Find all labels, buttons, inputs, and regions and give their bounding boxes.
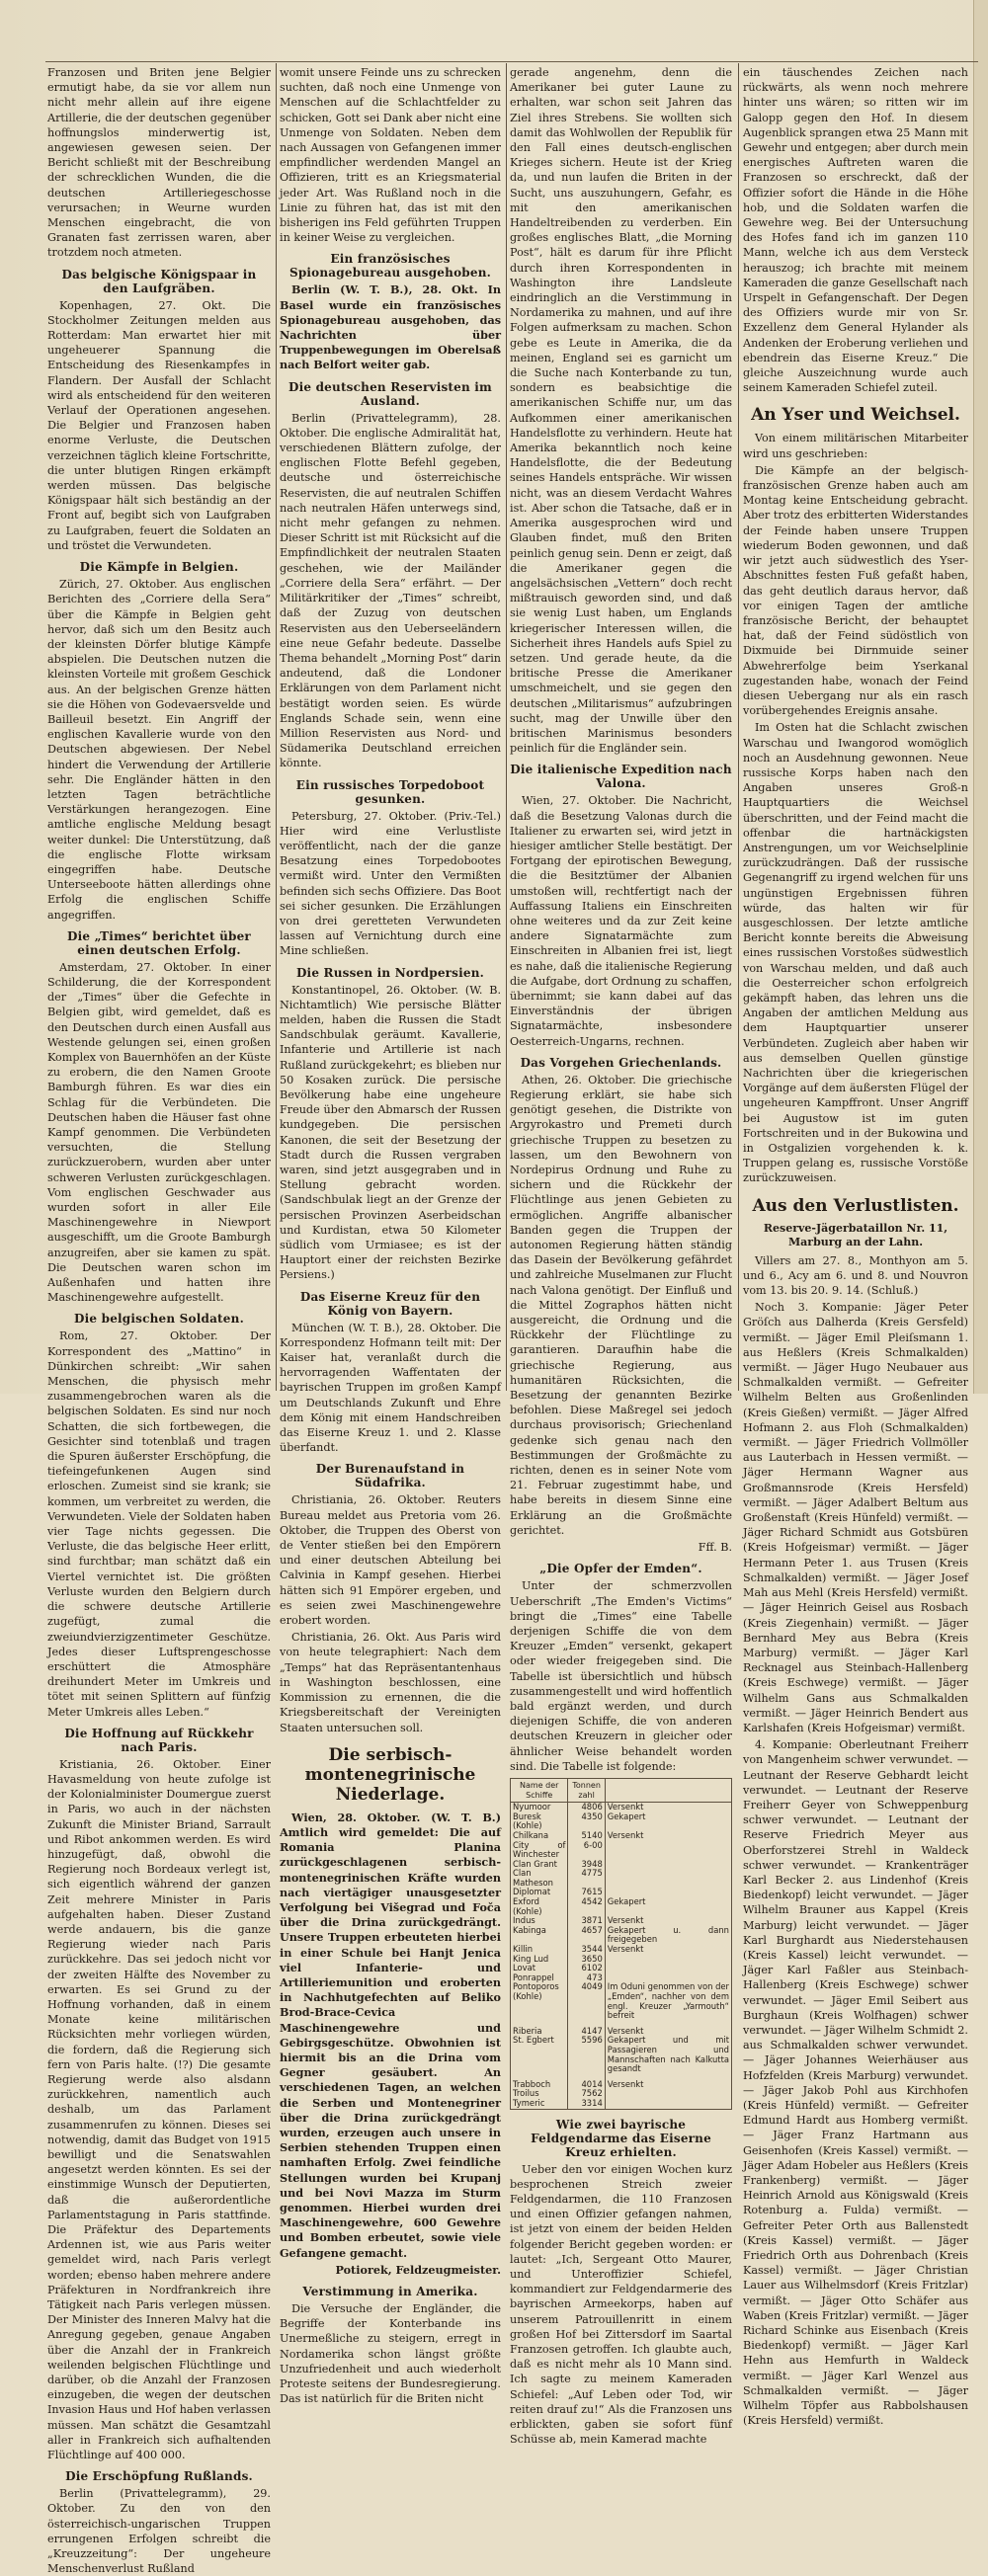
- article-text: womit unsere Feinde uns zu schrecken suchten, daß noch eine Unmenge von Menschen auf die Schlachtfelder zu schicken, Gott sei Dank aber nicht eine Unmenge von Soldaten. Neben dem nach Aussagen von Gefangenen immer empfindlicher werdenden Mangel an Offizieren, tritt es an Kriegsmaterial jeder Art. Was Rußland noch in die Linie zu führen hat, das ist mit den bisherigen ins Feld geführten Truppen in keiner Weise zu vergleichen.: [280, 66, 501, 245]
- ship-rows: [511, 1803, 732, 2109]
- ship-tonnage: 7615: [568, 1888, 605, 1897]
- article-text: Rom, 27. Oktober. Der Korrespondent des „Mattino“ in Dünkirchen schreibt: „Wir sahen Menschen, die physisch mehr zusammengebrochen waren als die belgischen Soldaten. Es sind nur noch Schatten, die sich fortbewegen, die Gesichter sind totenblaß und tragen die Spuren äußerster Erschöpfung, die tiefeingefunkenen Augen sind erloschen. Zumeist sind sie krank; sie kommen, um verbreitet zu werden, die Verwundeten. Viele der Soldaten haben vier Tage nichts gegessen. Die Verluste, die das belgische Heer erlitt, sind furchtbar; man schätzt daß ein Viertel vernichtet ist. Die größten Verluste wurden den Belgiern durch die schwere deutsche Artillerie zugefügt, zumal die zweiundvierzigzentimeter Geschütze. Jedes dieser Luftsprengeschosse erschüttert die Atmosphäre dreihundert Meter im Umkreis und tötet mit seinen Splittern auf fünfzig Meter Umkreis alles Leben.“: [47, 1329, 271, 1719]
- article-text: Christiania, 26. Okt. Aus Paris wird von heute telegraphiert: Nach dem „Temps“ hat das Repräsentantenhaus in Washington beschlossen, eine Kommission zu ernennen, die die Kriegsbereitschaft der Vereinigten Staaten untersuchen soll.: [280, 1631, 501, 1734]
- ship-name: Tymeric: [511, 2099, 568, 2109]
- article-text: ein täuschendes Zeichen nach rückwärts, als wenn noch mehrere hinter uns wären; so ritten wir im Galopp gegen den Hof. In diesem Augenblick sprangen etwa 25 Mann mit Gewehr und entgegen; aber durch mein energisches Auftreten waren die Franzosen so erschreckt, daß der Offizier sofort die Hände in die Höhe hob, und die Soldaten warfen die Gewehre weg. Bei der Untersuchung des Hofes fand ich im ganzen 110 Mann, welche ich aus dem Versteck herauszog; ich brachte mit meinem Kameraden die ganze Gesellschaft nach Urspelt in Gefangenschaft. Der Degen des Offiziers wurde mir von Sr. Exzellenz dem General Hylander als Andenken der Eroberung verliehen und ebendrein das Eiserne Kreuz.“ Die gleiche Auszeichnung wurde auch seinem Kameraden Schiefel zuteil.: [743, 66, 968, 395]
- ship-name: Clan Grant: [511, 1860, 568, 1870]
- article-text: Noch 3. Kompanie: Jäger Peter Gröſch aus Dalherda (Kreis Gersfeld) vermißt. — Jäger Emil Pleiſsmann 1. aus Heßlers (Kreis Schmalkalden) vermißt. — Jäger Hugo Neubauer aus Schmalkalden vermißt. — Gefreiter Wilhelm Belten aus Großenlinden (Kreis Gießen) vermißt. — Jäger Alfred Hofmann 2. aus Floh (Schmalkalden) vermißt. — Jäger Friedrich Vollmöller aus Lauterbach in Hessen vermißt. — Jäger Hermann Wagner aus Großmannsrode (Kreis Hersfeld) vermißt. — Jäger Adalbert Beltum aus Großenstaft (Kreis Hünfeld) vermißt. — Jäger Richard Schmidt aus Gotsbüren (Kreis Hofgeismar) vermißt. — Jäger Hermann Peter 1. aus Trusen (Kreis Schmalkalden) vermißt. — Jäger Josef Mah aus Mehl (Kreis Hersfeld) vermißt. — Jäger Heinrich Geisel aus Rosbach (Kreis Ziegenhain) vermißt. — Jäger Bernhard Mey aus Bebra (Kreis Marburg) vermißt. — Jäger Karl Recknagel aus Steinbach-Hallenberg (Kreis Eschwege) vermißt. — Jäger Wilhelm Gans aus Schmalkalden vermißt. — Jäger Heinrich Bendert aus Karlshafen (Kreis Hofgeismar) vermißt.: [743, 1301, 968, 1734]
- headline-yser-weichsel: An Yser und Weichsel.: [751, 405, 960, 426]
- page-edge: [973, 0, 988, 1394]
- ship-status: Versenkt: [605, 2080, 731, 2090]
- ship-name: Riberia: [511, 2027, 568, 2037]
- ship-name: City of Winchester: [511, 1841, 568, 1860]
- headline-reservisten: Die deutschen Reservisten im Ausland.: [288, 379, 492, 408]
- ship-status: [605, 1964, 731, 1973]
- ship-status: Im Oduni genommen von der „Emden“, nachher von dem engl. Kreuzer „Yarmouth“ befreit: [605, 1982, 731, 2020]
- headline-verlustlisten: Aus den Verlustlisten.: [752, 1195, 959, 1216]
- ship-name: Diplomat: [511, 1888, 568, 1897]
- emden-ships-table: [510, 1778, 732, 2110]
- article-text: Berlin (W. T. B.), 28. Okt. In Basel wurde ein französisches Spionagebureau ausgehoben, das Nachrichten über Truppenbewegungen im Oberelsaß nach Belfort weiter gab.: [280, 282, 501, 372]
- ship-tonnage: 3650: [568, 1955, 605, 1965]
- table-row: [511, 2036, 732, 2073]
- headline-opfer-der-emden: „Die Opfer der Emden“.: [539, 1562, 702, 1576]
- article-text: Ueber den vor einigen Wochen kurz besprochenen Streich zweier Feldgendarmen, die 110 Franzosen und einen Offizier gefangen nahmen, ist jetzt von einem der beiden Helden folgender Bericht gegeben worden: er lautet: „Ich, Sergeant Otto Maurer, und Unteroffizier Schiefel, kommandiert zur Feldgendarmerie des bayrischen Armeekorps, haben auf unserem Patrouillenritt in einem großen Hof bei Zittersdorf im Saartal Franzosen getroffen. Ich glaubte auch, daß es nicht mehr als 10 Mann sind. Ich sagte zu meinem Kameraden Schiefel: „Auf Leben oder Tod, wir reiten drauf zu!“ Als die Franzosen uns erblickten, gaben sie sofort fünf Schüsse ab, mein Kamerad machte: [510, 2162, 732, 2447]
- ship-tonnage: 5140: [568, 1831, 605, 1841]
- column-header-status: [605, 1778, 731, 1802]
- article-text: gerade angenehm, denn die Amerikaner bei guter Laune zu erhalten, war schon seit Jahren das Ziel ihres Strebens. Sie wollten sich damit das Wohlwollen der Republik für den Fall eines deutsch-englischen Krieges sichern. Heute ist der Krieg da, und nun laufen die Briten in der Sucht, uns auszuhungern, Gefahr, es mit den amerikanischen Handeltreibenden zu verderben. Ein großes englisches Blatt, „die Morning Post“, hält es darum für ihre Pflicht durch ihren Korrespondenten in Washington ihre Landsleute eindringlich an die Verstimmung in Nordamerika zu mahnen, und auf ihre Folgen aufmerksam zu machen. Schon gebe es Leute in Amerika, die da meinen, England sei es garnicht um die Suche nach Konterbande zu tun, sondern es beabsichtige die amerikanischen Schiffe nur, um das Aufkommen einer amerikanischen Handelsflotte zu verhindern. Heute hat Amerika bekanntlich noch keine Handelsflotte, die der Bedeutung seines Handels entspräche. Wir wissen nicht, was an diesem Verdacht Wahres ist. Aber schon die Tatsache, daß er in Amerika ausgesprochen wird und Glauben findet, muß den Briten peinlich genug sein. Denn er zeigt, daß die Amerikaner gegen die angelsächsischen „Vettern“ doch recht mißtrauisch geworden sind, und daß sie wenig Lust haben, um Englands kriegerischer Interessen willen, die Sicherheit ihres Handels aufs Spiel zu setzen. Und gerade heute, da die britische Presse die Amerikaner umschmeichelt, und sie gegen den deutschen „Militarismus“ aufzubringen sucht, mag der Unwille über den britischen Marinismus besonders peinlich für die Engländer sein.: [510, 66, 732, 756]
- ship-tonnage: 3948: [568, 1860, 605, 1870]
- article-text: Wien, 27. Oktober. Die Nachricht, daß die Besetzung Valonas durch die Italiener zu erwarten sei, wird jetzt in hiesiger amtlicher Stelle bestätigt. Der Fortgang der epirotischen Bewegung, die die Besitztümer der Albanien umstoßen will, rechtfertigt nach der Auffassung Italiens ein Einschreiten ohne weiteres und da zur Zeit keine andere Signatarmächte zum Einschreiten in Albanien frei ist, liegt es nahe, daß die italienische Regierung die Aufgabe, dort Ordnung zu schaffen, übernimmt; sie kann dabei auf das Einverständnis der übrigen Signatarmächte, insbesondere Oesterreich-Ungarns, rechnen.: [510, 794, 732, 1048]
- headline-expedition-valona: Die italienische Expedition nach Valona.: [510, 763, 732, 791]
- ship-name: King Lud: [511, 1955, 568, 1965]
- article-text: Kopenhagen, 27. Okt. Die Stockholmer Zeitungen melden aus Rotterdam: Man erwartet hier mit ungeheuerer Spannung die Entscheidung des Riesenkampfes in Flandern. Der Ausfall der Schlacht wird als entscheidend für den weiteren Verlauf der Operationen angesehen. Die Belgier und Franzosen haben enorme Verluste, die Deutschen verzeichnen täglich kleine Fortschritte, die unter blutigen Ringen erkämpft werden müssen. Das belgische Königspaar hält sich beständig an der Front auf, begibt sich von Laufgraben zu Laufgraben, feuert die Soldaten an und tröstet die Verwundeten.: [47, 298, 271, 552]
- ship-tonnage: 4806: [568, 1803, 605, 1812]
- column-1: [47, 65, 271, 2576]
- table-row: [511, 1897, 732, 1916]
- article-text: Berlin (Privattelegramm), 28. Oktober. Die englische Admiralität hat, verschiedenen Blättern zufolge, der englischen Flotte Befehl gegeben, deutsche und österreichische Reservisten, die auf neutralen Schiffen nach neutralen Häfen unterwegs sind, nicht mehr gefangen zu nehmen. Dieser Schritt ist mit Rücksicht auf die Empfindlichkeit der neutralen Staaten geschehen, wie der Mailänder „Corriere della Sera“ erfährt. — Der Militärkritiker der „Times“ schreibt, daß der Zuzug von deutschen Reservisten aus den Ueberseeländern eine neue Gefahr bedeute. Dasselbe Thema behandelt „Morning Post“ darin andeutend, daß die Londoner Erklärungen von dem Parlament nicht bestätigt worden seien. Es würde Englands Schade sein, wenn eine Million Reservisten aus Nord- und Südamerika Deutschland erreichen könnte.: [280, 411, 501, 770]
- headline-burenaufstand: Der Burenaufstand in Südafrika.: [315, 1462, 465, 1490]
- headline-belgische-soldaten: Die belgischen Soldaten.: [74, 1312, 244, 1327]
- ship-status: Versenkt: [605, 1916, 731, 1926]
- headline-eisernes-kreuz-bayern: Das Eiserne Kreuz für den König von Bayern.: [299, 1289, 481, 1318]
- article-text: Von einem militärischen Mitarbeiter wird uns geschrieben:: [743, 432, 968, 460]
- ship-tonnage: 6102: [568, 1964, 605, 1973]
- ship-status: Gekapert u. dann freigegeben: [605, 1926, 731, 1945]
- headline-rueckkehr-paris: Die Hoffnung auf Rückkehr nach Paris.: [64, 1726, 254, 1754]
- ship-name: Exford (Kohle): [511, 1897, 568, 1916]
- headline-feldgendarme: Wie zwei bayrische Feldgendarme das Eiserne Kreuz erhielten.: [531, 2117, 711, 2159]
- article-text: Villers am 27. 8., Monthyon am 5. und 6., Acy am 6. und 8. und Nouvron vom 13. bis 20. 9. 14. (Schluß.): [743, 1253, 968, 1298]
- ship-name: Buresk (Kohle): [511, 1812, 568, 1831]
- table-row: [511, 2099, 732, 2109]
- ship-status: Versenkt: [605, 1803, 731, 1812]
- column-rule: [276, 63, 277, 1391]
- ship-tonnage: 3544: [568, 1945, 605, 1955]
- article-text: Unter der schmerzvollen Ueberschrift „The Emden's Victims“ bringt die „Times“ eine Tabelle derjenigen Schiffe die von dem Kreuzer „Emden“ versenkt, gekapert oder wieder freigegeben sind. Die Tabelle ist übersichtlich und hübsch zusammengestellt und wird hoffentlich bald ergänzt werden, und durch diejenigen Schiffe, die von anderen deutschen Kreuzern in gleicher oder ähnlicher Weise behandelt worden sind. Die Tabelle ist folgende:: [510, 1579, 732, 1773]
- ship-tonnage: 4147: [568, 2027, 605, 2037]
- ship-tonnage: 4657: [568, 1926, 605, 1945]
- ship-tonnage: 4775: [568, 1869, 605, 1888]
- article-text: Amsterdam, 27. Oktober. In einer Schilderung, die der Korrespondent der „Times“ über die Gefechte in Belgien gibt, wird gemeldet, daß es den Deutschen durch einen Ausfall aus Westende gelungen sei, einen großen Komplex von Bauernhöfen an der Küste zu erobern, die den Namen Groote Bamburgh führen. Es war dies ein Schlag für die Verbündeten. Die Deutschen haben die Häuser fast ohne Kampf genommen. Die Verbündeten versuchten, die Stellung zurückzuerobern, wurden aber unter schweren Verlusten zurückgeschlagen. Vom englischen Geschwader aus wurden sofort in aller Eile Maschinengewehre in Niewport ausgeschifft, um die Groote Bamburgh anzugreifen, aber sie kamen zu spät. Die Deutschen waren schon im Außenhafen und hatten ihre Maschinengewehre aufgestellt.: [47, 960, 271, 1305]
- ship-tonnage: 473: [568, 1973, 605, 1983]
- ship-tonnage: 3314: [568, 2099, 605, 2109]
- ship-tonnage: 6-00: [568, 1841, 605, 1860]
- ship-name: Nyumoor: [511, 1803, 568, 1812]
- subheadline-jaegerbataillon: Reserve-Jägerbataillon Nr. 11, Marburg an der Lahn.: [763, 1221, 948, 1248]
- ship-tonnage: 5596: [568, 2036, 605, 2073]
- article-text: Christiania, 26. Oktober. Reuters Bureau meldet aus Pretoria vom 26. Oktober, die Truppen des Oberst von de Venter stießen bei den Empörern und einer deutschen Abteilung bei Calvinia in Kampf gesehen. Hierbei hätten sich 91 Empörer ergeben, und es seien zwei Maschinengewehre erobert worden.: [280, 1493, 501, 1628]
- headline-kaempfe-belgien: Die Kämpfe in Belgien.: [79, 560, 239, 575]
- ship-status: Versenkt: [605, 1945, 731, 1955]
- column-4: [743, 65, 968, 2428]
- ship-name: Ponrappel: [511, 1973, 568, 1983]
- article-text: Wien, 28. Oktober. (W. T. B.) Amtlich wird gemeldet: Die auf Romania Planina zurückgeschlagenen serbisch-montenegrinischen Kräfte wurden nach viertägiger unausgesetzter Verfolgung bei Višegrad und Foča über die Drina zurückgedrängt. Unsere Truppen erbeuteten hierbei in einer Schule bei Hanjt Jenica viel Infanterie- und Artilleriemunition und eroberten in Nachhutgefechten auf Beliko Brod-Brace-Cevica Maschinengewehre und Gebirgsgeschütze. Obwohnien ist hiermit bis an die Drina vom Gegner gesäubert. An verschiedenen Tagen, an welchen die Serben und Montenegriner über die Drina zurückgedrängt wurden, erzeugen auch unsere in Serbien stehenden Truppen einen namhaften Erfolg. Zwei feindliche Stellungen wurden bei Krupanj und bei Novi Mazza im Sturm genommen. Hierbei wurden drei Maschinengewehre, 600 Gewehre und Bomben erbeutet, sowie viele Gefangene gemacht.: [280, 1810, 501, 2260]
- signature: Potiorek, Feldzeugmeister.: [335, 2262, 501, 2277]
- table-row: [511, 1812, 732, 1831]
- ship-status: Gekapert: [605, 1897, 731, 1916]
- headline-vorgehen-griechenlands: Das Vorgehen Griechenlands.: [520, 1055, 722, 1070]
- ship-name: Kabinga: [511, 1926, 568, 1945]
- ship-tonnage: 4542: [568, 1897, 605, 1916]
- column-2: [280, 65, 501, 2406]
- ship-status: [605, 2099, 731, 2109]
- ship-name: Lovat: [511, 1964, 568, 1973]
- ship-tonnage: 4014: [568, 2080, 605, 2090]
- ship-status: Gekapert: [605, 1812, 731, 1831]
- headline-nordpersien: Die Russen in Nordpersien.: [295, 965, 485, 980]
- ship-tonnage: 7562: [568, 2089, 605, 2099]
- headline-spionagebureau: Ein französisches Spionagebureau ausgehoben.: [288, 252, 492, 281]
- headline-erschoepfung-russlands: Die Erschöpfung Rußlands.: [65, 2469, 253, 2484]
- headline-verstimmung-amerika: Verstimmung in Amerika.: [302, 2285, 478, 2298]
- ship-tonnage: 4350: [568, 1812, 605, 1831]
- table-row: [511, 1860, 732, 1870]
- headline-serbisch-montenegrinische-niederlage: Die serbisch-montenegrinische Niederlage.: [304, 1744, 476, 1805]
- ship-status: Versenkt: [605, 2027, 731, 2037]
- article-text: München (W. T. B.), 28. Oktober. Die Korrespondenz Hofmann teilt mit: Der Kaiser hat, veranlaßt durch die hervorragenden Waffentaten der bayrischen Truppen im großen Kampf um Deutschlands Zukunft und Ehre dem König mit einem Handschreiben das Eiserne Kreuz 1. und 2. Klasse überfandt.: [280, 1321, 501, 1455]
- column-header-tons: Tonnen zahl: [568, 1778, 605, 1802]
- article-text: Petersburg, 27. Oktober. (Priv.-Tel.) Hier wird eine Verlustliste veröffentlicht, nach der die ganze Besatzung eines Torpedobootes vermißt wird. Unter den Vermißten befinden sich sechs Offiziere. Das Boot sei sicher gesunken. Die Erzählungen von drei geretteten Verwundeten lassen auf Vernichtung durch eine Mine schließen.: [280, 809, 501, 958]
- ship-name: St. Egbert: [511, 2036, 568, 2073]
- table-row: [511, 1955, 732, 1965]
- ship-name: Chilkana: [511, 1831, 568, 1841]
- table-row: [511, 1982, 732, 2020]
- table-row: [511, 2080, 732, 2090]
- headline-times-erfolg: Die „Times“ berichtet über einen deutschen Erfolg.: [67, 928, 251, 957]
- signature: Fff. B.: [698, 1541, 732, 1555]
- article-text: Die Versuche der Engländer, die Begriffe der Konterbande ins Unermeßliche zu steigern, erregt in Nordamerika schon längst größte Unzufriedenheit und auch wiederholt Proteste seitens der Bundesregierung. Das ist natürlich für die Briten nicht: [280, 2302, 501, 2406]
- ship-status: [605, 1841, 731, 1860]
- column-rule: [506, 63, 507, 1391]
- ship-status: Versenkt: [605, 1831, 731, 1841]
- article-text: Im Osten hat die Schlacht zwischen Warschau und Iwangorod womöglich noch an Ausdehnung gewonnen. Neue russische Korps haben nach den Angaben unseres Groß-n Hauptquartiers die Weichsel überschritten, und der Feind macht die offenbar die hartnäckigsten Anstrengungen, um vor Weichselplinie zurückzudrängen. Daß der russische Gegenangriff zu irgend welchen für uns ungünstigen Ergebnissen führen würde, das halten wir für ausgeschlossen. Der letzte amtliche Bericht konnte bereits die Abweisung eines russischen Vorstoßes südwestlich von Warschau melden, und daß auch die Oesterreicher schon erfolgreich gekämpft haben, das lehren uns die Angaben der amtlichen Meldung aus dem Hauptquartier unserer Verbündeten. Zugleich aber haben wir aus demselben Quellen günstige Nachrichten über die kriegerischen Vorgänge auf dem äußersten Flügel der ungeheuren Kampffront. Unser Angriff bei Augustow ist im guten Fortschreiten und in der Bukowina und in Ostgalizien vorgehenden k. k. Truppen gelang es, russische Vorstöße zurückzuweisen.: [743, 721, 968, 1185]
- ship-tonnage: 4049: [568, 1982, 605, 2020]
- article-text: Athen, 26. Oktober. Die griechische Regierung erklärt, sie habe sich genötigt gesehen, die Distrikte von Argyrokastro und Premeti durch griechische Truppen zu besetzen zu lassen, um den Bewohnern von Nordepirus Ordnung und Ruhe zu sichern und die Rückkehr der Flüchtlinge aus jenen Gebieten zu ermöglichen. Angriffe albanischer Banden gegen die Truppen der autonomen Regierung hätten ständig das Dasein der Bevölkerung gefährdet und zahlreiche Muselmanen zur Flucht nach Valona genötigt. Der Einfluß und die Mittel Zographos hätten nicht ausgereicht, die Ordnung und die Rückkehr der Flüchtlinge zu garantieren. Daraufhin habe die griechische Regierung, aus humanitären Rücksichten, die Besetzung der genannten Bezirke befohlen. Diese Maßregel sei jedoch durchaus provisorisch; Griechenland gedenke sich genau nach den Bestimmungen der Großmächte zu richten, denen es in seiner Note vom 21. Februar zugestimmt habe, und habe bereits in diesem Sinne eine Erklärung an die Großmächte gerichtet.: [510, 1073, 732, 1537]
- article-text: Die Kämpfe an der belgisch-französischen Grenze haben auch am Montag keine Entscheidung gebracht. Aber trotz des erbitterten Widerstandes der Feinde haben unsere Truppen wiederum Boden gewonnen, und daß wir jetzt auch südwestlich des Yser-Abschnittes festen Fuß gefaßt haben, das geht deutlich daraus hervor, daß vor einigen Tagen der amtliche französische Bericht, der behauptet hat, daß der Feind südöstlich von Dixmuide bei Dirnmuide seiner Abwehrerfolge beim Yserkanal zugestanden habe, wonach der Feind diesen Uebergang nur als ein rasch vorübergehendes Ereignis ansahe.: [743, 463, 968, 718]
- article-text: 4. Kompanie: Oberleutnant Freiherr von Mangenheim schwer verwundet. — Leutnant der Reserve Gebhardt leicht verwundet. — Leutnant der Reserve Freiherr Geyer von Schweppenburg schwer verwundet. — Leutnant der Reserve Friedrich Meyer aus Oberforstzerei Strehl in Waldeck schwer verwundet. — Krankenträger Karl Becker 2. aus Lindenhof (Kreis Biedenkopf) leicht verwundet. — Jäger Wilhelm Brauner aus Kappel (Kreis Marburg) leicht verwundet. — Jäger Karl Burghardt aus Niederstehausen (Kreis Kassel) leicht verwundet. — Jäger Karl Faßler aus Steinbach-Hallenberg (Kreis Eschwege) schwer verwundet. — Jäger Emil Seibert aus Burghaun (Kreis Wolfhagen) schwer verwundet. — Jäger Wilhelm Schmidt 2. aus Schmalkalden schwer verwundet. — Jäger Johannes Weierhäuser aus Hofzfelden (Kreis Marburg) verwundet. — Jäger Jakob Pohl aus Kirchhofen (Kreis Hünfeld) vermißt. — Gefreiter Edmund Hardt aus Homberg vermißt. — Jäger Franz Hartmann aus Geisenhofen (Kreis Kassel) vermißt. — Jäger Adam Hobeler aus Heßlers (Kreis Frankenberg) vermißt. — Jäger Heinrich Arnold aus Königswald (Kreis Rotenburg a. Fulda) vermißt. — Gefreiter Peter Orth aus Ballenstedt (Kreis Kassel) vermißt. — Jäger Friedrich Orth aus Dohrenbach (Kreis Kassel) vermißt. — Jäger Christian Lauer aus Wilhelmsdorf (Kreis Fritzlar) vermißt. — Jäger Otto Schäfer aus Waben (Kreis Fritzlar) vermißt. — Jäger Richard Schinke aus Eisenbach (Kreis Biedenkopf) vermißt. — Jäger Karl Hehn aus Hemfurth in Waldeck vermißt. — Jäger Karl Wenzel aus Schmalkalden vermißt. — Jäger Wilhelm Töpfer aus Rabbolshausen (Kreis Hersfeld) vermißt.: [743, 1738, 968, 2428]
- ship-tonnage: 3871: [568, 1916, 605, 1926]
- top-rule: [45, 61, 978, 62]
- ship-name: Troilus: [511, 2089, 568, 2099]
- headline-koenigspaar: Das belgische Königspaar in den Laufgräben.: [61, 267, 257, 295]
- table-row: [511, 1841, 732, 1860]
- ship-name: Trabboch: [511, 2080, 568, 2090]
- headline-torpedoboot: Ein russisches Torpedoboot gesunken.: [295, 777, 485, 806]
- ship-status: [605, 1869, 731, 1888]
- table-row: [511, 1926, 732, 1945]
- ship-name: Killin: [511, 1945, 568, 1955]
- column-rule: [738, 63, 739, 1391]
- article-text: Berlin (Privattelegramm), 29. Oktober. Zu den von den österreichisch-ungarischen Truppen errungenen Erfolgen schreibt die „Kreuzzeitung“: Der ungeheure Menschenverlust Rußland: [47, 2487, 271, 2576]
- article-text: Konstantinopel, 26. Oktober. (W. B. Nichtamtlich) Wie persische Blätter melden, haben die Russen die Stadt Sandschbulak geräumt. Kavallerie, Infanterie und Artillerie ist nach Rußland zurückgekehrt; es blieben nur 50 Kosaken zurück. Die persische Bevölkerung habe eine ungeheure Freude über den Abmarsch der Russen kundgegeben. Die persischen Kanonen, die seit der Besetzung der Stadt durch die Russen vergraben waren, sind jetzt ausgegraben und in Stellung gebracht worden. (Sandschbulak liegt an der Grenze der persischen Provinzen Aserbeidschan und Kurdistan, etwa 50 Kilometer südlich vom Urmiasee; es ist der Hauptort einer der reichsten Bezirke Persiens.): [280, 983, 501, 1282]
- ship-name: Pontoporos (Kohle): [511, 1982, 568, 2020]
- ship-name: Clan Matheson: [511, 1869, 568, 1888]
- column-header-name: Name der Schiffe: [511, 1778, 568, 1802]
- article-text: Zürich, 27. Oktober. Aus englischen Berichten des „Corriere della Sera“ über die Kämpfe in Belgien geht hervor, daß sich um den Besitz auch der kleinsten Dörfer blutige Kämpfe abspielen. Die Deutschen nutzen die kleinsten Vorteile mit großem Geschick aus. An der belgischen Grenze hätten sie die Höhen von Godevaersvelde und Bailleuil besetzt. Ein Angriff der englischen Kavallerie wurde von den Deutschen abgewiesen. Der Nebel hindert die Verwendung der Artillerie sehr. Die Engländer hätten in den letzten Tagen beträchtliche Verstärkungen herangezogen. Eine amtliche englische Meldung besagt weiter dunkel: Die Unterstützung, daß die englische Flotte wirksam eingegriffen habe. Deutsche Unterseeboote hätten allerdings ohne Erfolg die englischen Schiffe angegriffen.: [47, 578, 271, 922]
- ship-name: Indus: [511, 1916, 568, 1926]
- ship-status: [605, 1860, 731, 1870]
- column-3: [510, 65, 732, 2447]
- ship-status: [605, 1955, 731, 1965]
- ship-status: [605, 2089, 731, 2099]
- ship-status: Gekapert und mit Passagieren und Mannschaften nach Kalkutta gesandt: [605, 2036, 731, 2073]
- table-row: [511, 1869, 732, 1888]
- article-text: Kristiania, 26. Oktober. Einer Havasmeldung von heute zufolge ist der Kolonialminister Doumergue zuerst in Paris, wo auch in der nächsten Zukunft die Minister Briand, Sarrault und Ribot ankommen werden. Es wird hinzugefügt, daß, obwohl die Regierung noch Bordeaux verlegt ist, sich eigentlich während der ganzen Zeit mehrere Minister in Paris aufgehalten haben. Dieser Zustand werde andauern, bis die ganze Regierung wieder nach Paris zurückkehre. Das sei jedoch nicht vor der zweiten Hälfte des November zu erwarten. Es sei Grund zu der Hoffnung vorhanden, daß in einem Monate keine militärischen Rücksichten mehr vorliegen würden, die fordern, daß die Regierung sich fern von Paris halte. (!?) Die gesamte Regierung werde also alsdann zurückkehren, namentlich auch deshalb, um das Parlament zusammenrufen zu können. Dieses sei notwendig, damit das Budget von 1915 bewilligt und die Senatswahlen angesetzt werden könnten. Es sei der einstimmige Wunsch der Deputierten, daß die außerordentliche Parlamentstagung in Paris stattfinde. Die Präfektur des Departements Ardennen ist, wie aus Paris weiter gemeldet wird, nach Paris verlegt worden; ebenso haben mehrere andere Präfekturen in Nordfrankreich ihre Tätigkeit nach Paris verlegen müssen. Der Minister des Inneren Malvy hat die Anregung gegeben, genaue Angaben über die Anzahl der in Frankreich weilenden belgischen Flüchtlinge und darüber, ob die Anzahl der Franzosen einzugeben, die wegen der deutschen Invasion Haus und Hof haben verlassen müssen. Man schätzt die Gesamtzahl aller in Frankreich sich aufhaltenden Flüchtlinge auf 400 000.: [47, 1757, 271, 2462]
- article-text: Franzosen und Briten jene Belgier ermutigt habe, da sie vor allem nun nicht mehr allein auf ihre eigene Artillerie, die der deutschen gegenüber hoffnungslos minderwertig ist, angewiesen gewesen seien. Der Bericht schließt mit der Beschreibung der schrecklichen Wunden, die die deutschen Artilleriegeschosse verursachen; in Weurne wurden Menschen eingebracht, die von Granaten fast zerrissen waren, aber trotzdem noch atmeten.: [47, 66, 271, 260]
